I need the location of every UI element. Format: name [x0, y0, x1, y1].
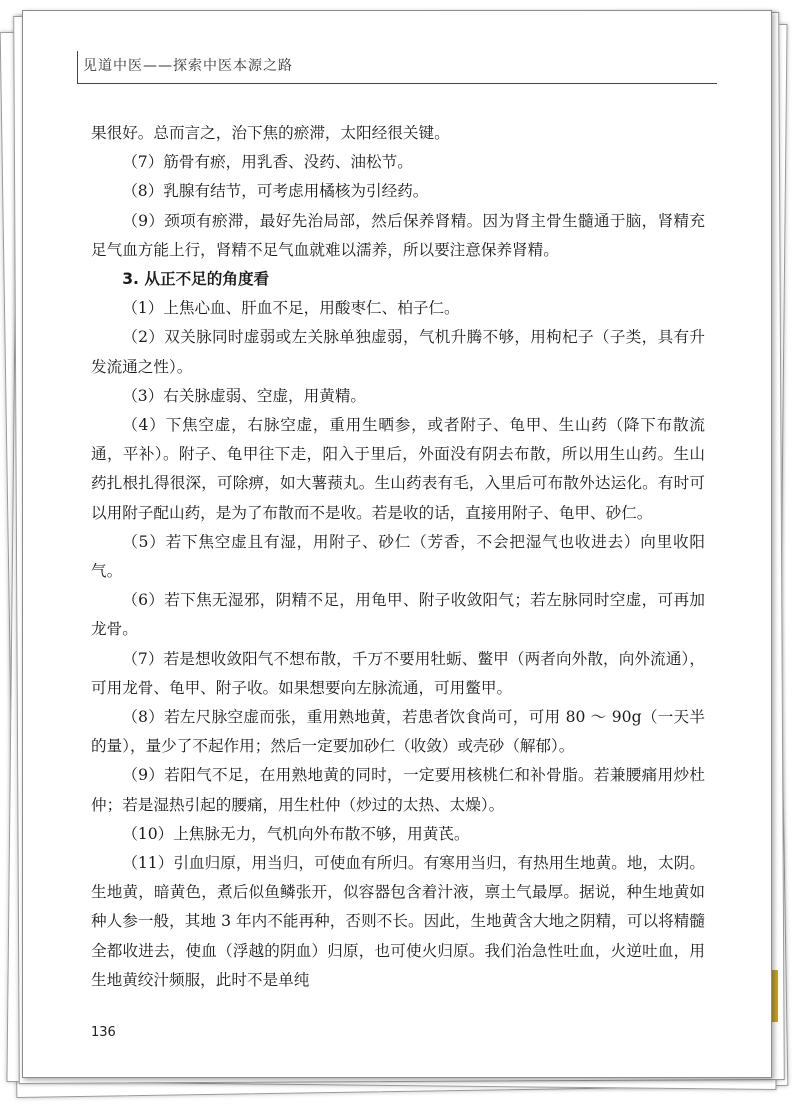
header-corner-rule: [77, 51, 78, 83]
book-page: [22, 10, 772, 1078]
page-number: 136: [91, 1025, 116, 1040]
paragraph: （10）上焦脉无力，气机向外布散不够，用黄芪。: [122, 824, 470, 843]
section-heading: 3. 从正不足的角度看: [122, 270, 270, 289]
body-text: [91, 119, 705, 995]
paragraph: （7）若是想收敛阳气不想布散，千万不要用牡蛎、鳖甲（两者向外散，向外流通），可用龙骨、龟甲、附子收。如果想要向左脉流通，可用鳖甲。: [91, 649, 705, 697]
running-header: 见道中医——探索中医本源之路: [83, 58, 293, 74]
paragraph: （6）若下焦无湿邪，阴精不足，用龟甲、附子收敛阳气；若左脉同时空虚，可再加龙骨。: [91, 591, 705, 639]
paragraph: （8）乳腺有结节，可考虑用橘核为引经药。: [122, 182, 429, 201]
paragraph: （9）颈项有瘀滞，最好先治局部，然后保养肾精。因为肾主骨生髓通于脑，肾精充足气血方能上行，肾精不足气血就难以濡养，所以要注意保养肾精。: [91, 211, 705, 259]
paragraph: （2）双关脉同时虚弱或左关脉单独虚弱，气机升腾不够，用枸杞子（子类，具有升发流通之性）。: [91, 328, 705, 376]
paragraph: （9）若阳气不足，在用熟地黄的同时，一定要用核桃仁和补骨脂。若兼腰痛用炒杜仲；若是湿热引起的腰痛，用生杜仲（炒过的太热、太燥）。: [91, 766, 705, 814]
paragraph: （7）筋骨有瘀，用乳香、没药、油松节。: [122, 153, 413, 172]
paragraph: （4）下焦空虚，右脉空虚，重用生晒参，或者附子、龟甲、生山药（降下布散流通，平补）。附子、龟甲往下走，阳入于里后，外面没有阴去布散，所以用生山药。生山药扎根扎得很深，可除痹，如大薯蓣丸。生山药表有毛，入里后可布散外达运化。有时可以用附子配山药，是为了布散而不是收。若是收的话，直接用附子、龟甲、砂仁。: [91, 416, 705, 522]
paragraph: （11）引血归原，用当归，可使血有所归。有寒用当归，有热用生地黄。地，太阴。生地黄，暗黄色，煮后似鱼鳞张开，似容器包含着汁液，禀土气最厚。据说，种生地黄如种人参一般，其地 3 年内不能再种，否则不长。因此，生地黄含大地之阴精，可以将精髓全都收进去，使血（浮越的阴血）归原，也可使火归原。我们治急性吐血，火逆吐血，用生地黄绞汁频服，此时不是单纯: [91, 854, 705, 989]
paragraph: （3）右关脉虚弱、空虚，用黄精。: [122, 386, 367, 405]
paragraph: （5）若下焦空虚且有湿，用附子、砂仁（芳香，不会把湿气也收进去）向里收阳气。: [91, 532, 705, 581]
paragraph: （8）若左尺脉空虚而张，重用熟地黄，若患者饮食尚可，可用 80 ～ 90g（一天半的量），量少了不起作用；然后一定要加砂仁（收敛）或壳砂（解郁）。: [91, 708, 705, 756]
paragraph: 果很好。总而言之，治下焦的瘀滞，太阳经很关键。: [91, 124, 450, 142]
header-rule: [77, 83, 717, 84]
paragraph: （1）上焦心血、肝血不足，用酸枣仁、柏子仁。: [122, 299, 460, 318]
